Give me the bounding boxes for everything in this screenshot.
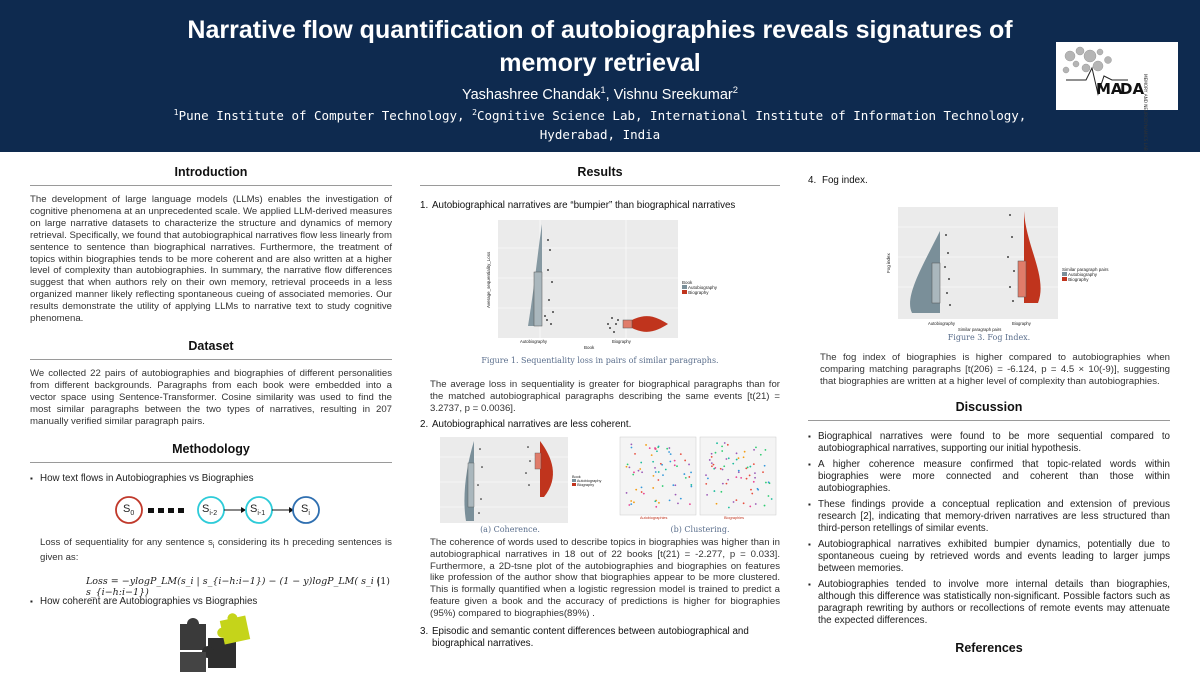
scatter-point [725,458,727,460]
scatter-point [690,485,692,487]
scatter-point [762,471,764,473]
scatter-point [746,477,748,479]
scatter-point [672,484,674,486]
scatter-point [654,500,656,502]
results-item-4: 4. Fog index. [808,175,868,186]
scatter-point [738,471,740,473]
scatter-point [744,451,746,453]
scatter-point [716,442,718,444]
scatter-point [639,468,641,470]
fig2a-legend: Book Autobiography Biography [572,474,602,487]
scatter-point [641,486,643,488]
scatter-point [727,444,729,446]
fig3-legend: Similar paragraph pairs Autobiography Biography [1062,267,1109,282]
figure-1-caption: Figure 1. Sequentiality loss in pairs of similar paragraphs. [481,356,719,365]
figure-1 [420,218,780,360]
scatter-point [722,482,724,484]
scatter-point [653,475,655,477]
author-1: Yashashree Chandak [462,86,601,103]
fig3-plot-area [898,207,1058,319]
figure-2a-caption: (a) Coherence. [480,524,540,534]
affiliations [150,103,1050,144]
scatter-point [632,473,634,475]
author-2-sup: 2 [732,84,738,95]
scatter-point [680,453,682,455]
results-item-2: 2. Autobiographical narratives are less coherent. [420,418,632,430]
scatter-point [760,454,762,456]
scatter-point [721,445,723,447]
scatter-point [657,479,659,481]
fig3-x2: Biography [1012,321,1031,326]
affil-1: Pune Institute of Computer Technology, [178,108,473,124]
node-si-2: $S_{i-2}$ [202,502,218,517]
poster-header [0,0,1200,152]
scatter-point [635,488,637,490]
fig1-ylabel: Average_sequentiality_Loss [486,251,491,308]
scatter-point [658,471,660,473]
fig1-legend-item-1: Autobiography [682,285,717,290]
scatter-point [726,482,728,484]
scatter-point [641,471,643,473]
discussion-list [808,431,1170,627]
scatter-point [649,447,651,449]
scatter-point [630,500,632,502]
scatter-point [711,456,713,458]
fig2b-label-b: Biographies [724,515,745,520]
fog-text: The fog index of biographies is higher compared to autobiographies when comparing matching paragraphs [t(206) = -6.124, p = 4.5 × 10(-9)], suggesting that biographies are written at a higher level of complexity than autobiographies. [820,352,1170,387]
fig1-plot-area [498,220,678,338]
loss-equation [30,570,392,599]
column-middle [420,165,780,650]
scatter-point [674,464,676,466]
scatter-point [654,467,656,469]
scatter-point [714,467,716,469]
equation-text: Loss = −ylogP_LM(s_i | s_{i−h:i−1}) − (1 − y)logP_LM( s_i | s_{i−h:i−1}) [86,576,380,599]
scatter-point [720,491,722,493]
results-text-1: The average loss in sequentiality is greater for biographical paragraphs than for the matched autobiographical paragraphs describing the same events [t(21) = 3.2737, p = 0.0036]. [430,379,780,414]
puzzle-image [30,612,392,672]
discussion-item: ▪ Autobiographies tended to involve more internal details than biographies, although this difference was statistically non-significant. Possible factors such as paragraph rewriting by authors or recollections of remote events may attenuate the expected differences. [808,579,1170,627]
affil-1-sup: 1 [173,107,179,117]
scatter-point [743,502,745,504]
scatter-point [676,465,678,467]
scatter-point [735,499,737,501]
scatter-point [626,466,628,468]
scatter-point [764,465,766,467]
scatter-point [751,492,753,494]
node-si: $S_i$ [301,502,310,517]
scatter-point [707,477,709,479]
column-right [808,165,1170,669]
scatter-point [690,484,692,486]
methodology-bullet-2: ▪ How coherent are Autobiographies vs Biographies [30,596,392,608]
scatter-point [626,492,628,494]
author-1-sup: 1 [600,84,606,95]
scatter-point [689,503,691,505]
scatter-point [630,503,632,505]
scatter-point [749,505,751,507]
scatter-point [668,447,670,449]
scatter-point [724,442,726,444]
scatter-point [754,472,756,474]
scatter-point [738,457,740,459]
discussion-item: ▪ A higher coherence measure confirmed that topic-related words within biographies were more connected and coherent than those within autobiographies. [808,459,1170,495]
methodology-bullet-1: ▪ How text flows in Autobiographies vs Biographies [30,473,392,485]
scatter-point [685,477,687,479]
fig2a-plot-area [440,437,568,523]
introduction-text: The development of large language models (LLMs) enables the investigation of cognitive phenomena at an unprecedented scale. We applied LLM-derived measures on large narrative datasets to characterize the structure and dynamics of memory retrieval. Specifically, we found that autobiographical narratives flow less linearly from sentence to sentence than biographical narratives. Furthermore, the treatment of topics within biographies tends to be more coherent and are also written at a higher level of complexity than autobiographies. In summary, the narrative flow differences suggest that when authors rely on their own memory, retrieval proceeds in a less organized manner likely reflecting spontaneous cueing of associated memories. Our results demonstrate the utility of applying LLMs to narrative text to study cognitive phenomena. [30,194,392,325]
figure-3-caption: Figure 3. Fog Index. [947,333,1031,342]
scatter-point [755,503,757,505]
scatter-point [680,497,682,499]
affil-2-sup: 2 [472,107,477,117]
scatter-point [722,468,724,470]
methodology-heading: Methodology [30,442,392,463]
scatter-point [668,451,670,453]
figure-3 [808,193,1170,337]
scatter-point [765,481,767,483]
scatter-point [728,457,730,459]
scatter-point [723,465,725,467]
scatter-point [665,468,667,470]
scatter-point [736,452,738,454]
scatter-point [656,450,658,452]
lab-logo [1056,42,1178,151]
scatter-point [631,446,633,448]
scatter-point [677,502,679,504]
scatter-point [640,461,642,463]
results-heading: Results [420,165,780,186]
sequence-diagram [30,489,392,535]
scatter-point [733,501,735,503]
scatter-point [750,488,752,490]
scatter-point [768,495,770,497]
scatter-point [713,463,715,465]
scatter-point [627,463,629,465]
scatter-point [715,452,717,454]
scatter-point [771,498,773,500]
discussion-item: ▪ These findings provide a conceptual replication and extension of previous research [2], indicating that memory-driven narratives are less structured than third-person retellings of similar events. [808,499,1170,535]
results-text-2: The coherence of words used to describe topics in biographies was higher than in autobiographical narratives in 18 out of 22 books [t(21) = -2.277, p = 0.033]. Furthermore, a 2D-tsne plot of the autobiographies and biographies on features like profession of the author show that biographies appear to be more clustered. This is formally quantified when a logistic regression model is trained to predict a feature given a book and the accuracy of predictions is higher for biographies (95%) compared to biographies(89%) . [430,536,780,620]
scatter-point [660,463,662,465]
scatter-point [675,493,677,495]
figure-2 [420,435,780,535]
scatter-point [753,481,755,483]
scatter-point [753,463,755,465]
scatter-point [674,459,676,461]
scatter-point [654,447,656,449]
poster-title: Narrative flow quantification of autobiographies reveals signatures of memory retrieval [187,16,1013,77]
scatter-point [736,458,738,460]
scatter-point [674,484,676,486]
scatter-point [753,449,755,451]
loss-description: Loss of sequentiality for any sentence $s_i$ considering its h preceding sentences is given as: [40,536,392,564]
discussion-heading: Discussion [808,400,1170,421]
scatter-point [743,456,745,458]
scatter-point [655,506,657,508]
fig3-xlabel: Similar paragraph pairs [958,327,1002,332]
node-si-1: $S_{i-1}$ [250,502,266,517]
scatter-point [652,461,654,463]
scatter-point [755,446,757,448]
scatter-point [768,481,770,483]
scatter-point [638,469,640,471]
scatter-point [727,479,729,481]
dataset-text: We collected 22 pairs of autobiographies and biographies of different personalities from different backgrounds. Paragraphs from each book were embedded into a vector space using Sentence-Transformer. Cosine similarity was used to find the most similar paragraphs between the two types of narratives, resulting in 207 manually verified similar paragraph pairs. [30,367,392,427]
scatter-point [754,477,756,479]
logo-text-da: DA [1120,80,1145,98]
scatter-point [628,504,630,506]
dataset-heading: Dataset [30,339,392,360]
fig1-legend-title: Book [682,280,693,285]
scatter-point [683,473,685,475]
discussion-item: ▪ Autobiographical narratives exhibited bumpier dynamics, potentially due to spontaneous cueing by retrieved words and events leading to larger jumps between memories. [808,539,1170,575]
scatter-point [711,465,713,467]
scatter-point [732,462,734,464]
scatter-point [728,506,730,508]
discussion-item: ▪ Biographical narratives were found to be more sequential compared to autobiographical narratives, supporting our initial hypothesis. [808,431,1170,455]
scatter-point [688,463,690,465]
scatter-point [740,477,742,479]
scatter-point [662,485,664,487]
fig1-legend-item-2: Biography [682,290,717,295]
scatter-point [669,460,671,462]
scatter-point [713,490,715,492]
logo-side-text: MEMORY AND NEURODYNAMICS LAB [1143,74,1148,151]
fig2b-scatter [620,437,778,523]
scatter-point [765,449,767,451]
author-2: Vishnu Sreekumar [613,86,733,103]
scatter-point [651,454,653,456]
scatter-point [720,468,722,470]
affil-2: Cognitive Science Lab, International Institute of Information Technology, Hyderabad, India [476,108,1027,143]
scatter-point [634,453,636,455]
references-heading: References [955,640,1023,655]
scatter-point [705,483,707,485]
scatter-point [662,474,664,476]
author-separator: , [605,86,614,103]
scatter-point [721,450,723,452]
scatter-point [666,448,668,450]
node-s0: $S_0$ [123,502,135,517]
scatter-point [757,488,759,490]
fig2b-label-a: Autobiographies [640,515,668,520]
scatter-point [643,492,645,494]
scatter-point [645,444,647,446]
scatter-point [764,504,766,506]
scatter-point [655,471,657,473]
fig3-ylabel: Fog index [886,253,891,273]
scatter-point [711,462,713,464]
scatter-point [749,474,751,476]
scatter-point [706,494,708,496]
logo-text-ma: MA [1096,80,1123,98]
equation-number: (1) [376,576,390,588]
scatter-point [735,476,737,478]
scatter-point [709,459,711,461]
fig1-x1: Autobiography [520,339,548,344]
scatter-point [747,466,749,468]
fig1-xlabel: Book [584,345,595,350]
scatter-point [657,446,659,448]
column-left [30,165,392,672]
scatter-point [633,471,635,473]
scatter-point [652,487,654,489]
results-item-1: 1. Autobiographical narratives are “bumpier” than biographical narratives [420,200,736,211]
results-item-3: 3. Episodic and semantic content differences between autobiographical and biographical narratives. [420,626,749,650]
scatter-point [658,502,660,504]
scatter-point [670,453,672,455]
scatter-point [669,499,671,501]
scatter-point [738,470,740,472]
fig1-x2: Biography [612,339,631,344]
fig1-legend [682,280,717,295]
scatter-point [690,471,692,473]
scatter-point [716,503,718,505]
scatter-point [641,491,643,493]
scatter-point [705,474,707,476]
figure-2b-caption: (b) Clustering. [670,524,730,534]
introduction-heading: Introduction [30,165,392,186]
scatter-point [630,443,632,445]
author-line [150,84,1050,103]
scatter-point [633,501,635,503]
scatter-point [749,465,751,467]
scatter-point [688,476,690,478]
fig3-x1: Autobiography [928,321,956,326]
scatter-point [711,453,713,455]
scatter-point [629,466,631,468]
scatter-point [684,459,686,461]
